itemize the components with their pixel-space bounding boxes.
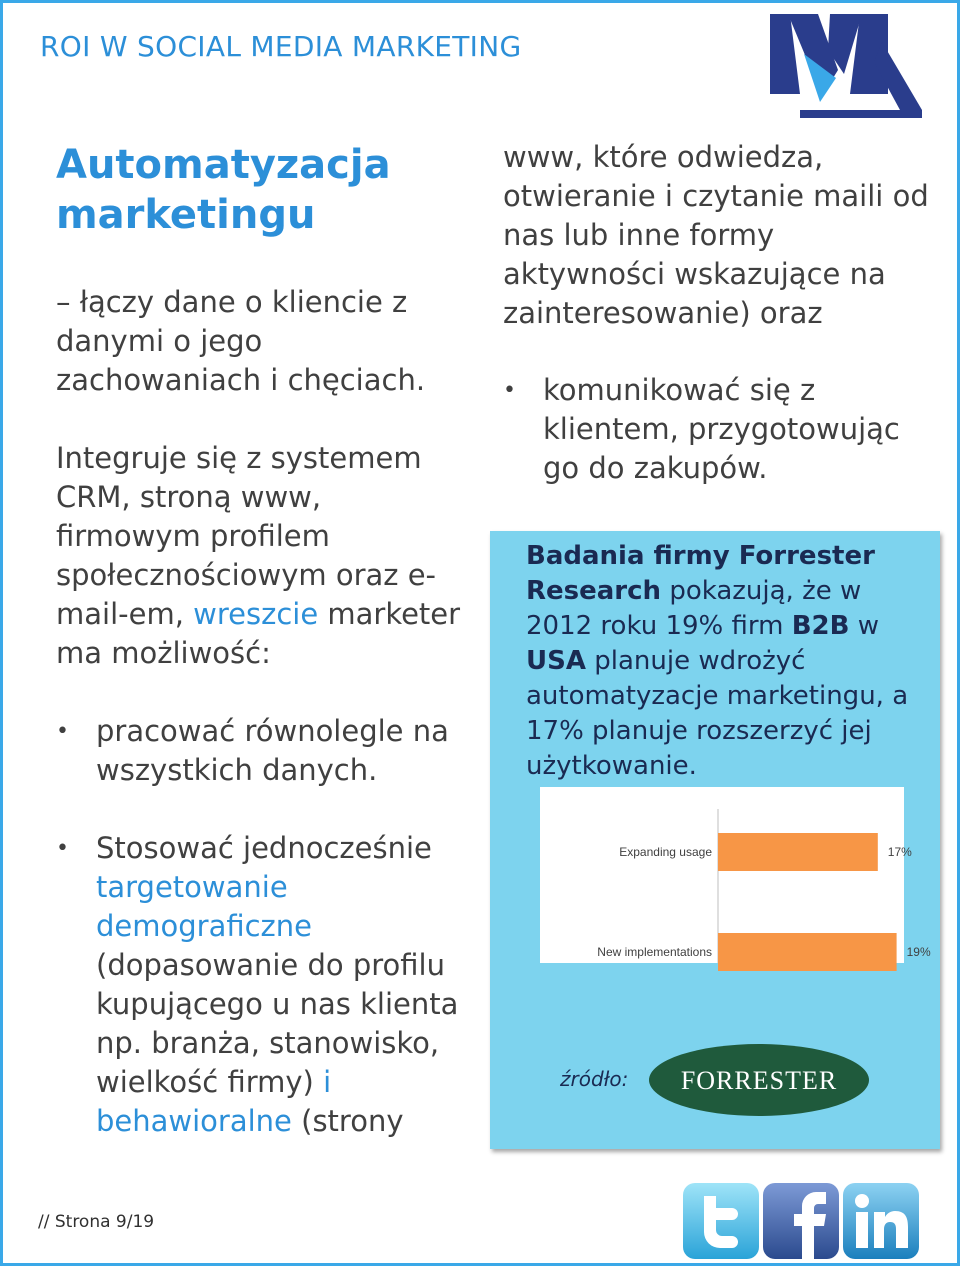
research-b2b: B2B <box>791 611 850 641</box>
research-usa: USA <box>526 646 586 676</box>
page-number: // Strona 9/19 <box>38 1212 155 1232</box>
bullet-2-text-end: (strony <box>291 1104 404 1138</box>
left-column <box>56 283 466 1141</box>
research-text-2: w <box>849 611 879 641</box>
research-bold: Badania firmy Forrester Research <box>526 541 875 606</box>
research-text <box>526 539 926 784</box>
bullet-item-2 <box>56 829 466 1141</box>
bar-chart <box>540 787 931 963</box>
forrester-logo <box>648 1043 870 1117</box>
integration-text-end: marketer ma możliwość: <box>56 597 461 670</box>
research-text-3: planuje wdrożyć automatyzacje marketingu, a 17% planuje rozszerzyć jej użytkowanie. <box>526 646 909 781</box>
highlight-wreszcie: wreszcie <box>193 597 319 631</box>
chart-bar-1 <box>718 933 897 971</box>
bullet-2-text: Stosować jednocześnie <box>96 831 432 865</box>
chart-value-label-1: 19% <box>906 945 931 959</box>
source-label: źródło: <box>560 1067 629 1091</box>
linkedin-icon[interactable] <box>842 1182 920 1260</box>
research-text-1: pokazują, że w 2012 roku 19% firm <box>526 576 862 641</box>
forrester-logo-text: FORRESTER <box>680 1066 838 1095</box>
research-box <box>490 531 940 1149</box>
chart-category-label-0: Expanding usage <box>619 845 712 859</box>
highlight-targetowanie: targetowanie demograficzne <box>96 870 312 943</box>
chart-value-label-0: 17% <box>887 845 912 859</box>
bullet-item-1 <box>56 712 466 790</box>
chart-bar-0 <box>718 833 878 871</box>
twitter-icon[interactable] <box>682 1182 760 1260</box>
right-column <box>503 138 933 488</box>
main-title: Automatyzacja marketingu <box>56 142 391 238</box>
company-logo <box>770 14 922 118</box>
highlight-behawioralne: i behawioralne <box>96 1065 332 1138</box>
bullet-item-3 <box>503 371 933 488</box>
bullet-1-text: pracować równolegle na wszystkich danych. <box>96 714 449 787</box>
integration-paragraph <box>56 439 466 673</box>
bullet-3-text: komunikować się z klientem, przygotowując go do zakupów. <box>543 373 900 485</box>
bullet-2-text-mid: (dopasowanie do profilu kupującego u nas klienta np. branża, stanowisko, wielkość firmy) <box>96 948 459 1099</box>
intro-text: – łączy dane o kliencie z danymi o jego zachowaniach i chęciach. <box>56 285 426 397</box>
facebook-icon[interactable] <box>762 1182 840 1260</box>
integration-text: Integruje się z systemem CRM, stroną www, firmowym profilem społecznościowym oraz e-mail-em, <box>56 441 437 631</box>
chart-category-label-1: New implementations <box>597 945 712 959</box>
continuation-text: www, które odwiedza, otwieranie i czytanie maili od nas lub inne formy aktywności wskazujące na zainteresowanie) oraz <box>503 140 929 330</box>
header-title: ROI W SOCIAL MEDIA MARKETING <box>40 30 522 63</box>
bar-chart-svg <box>540 787 931 963</box>
